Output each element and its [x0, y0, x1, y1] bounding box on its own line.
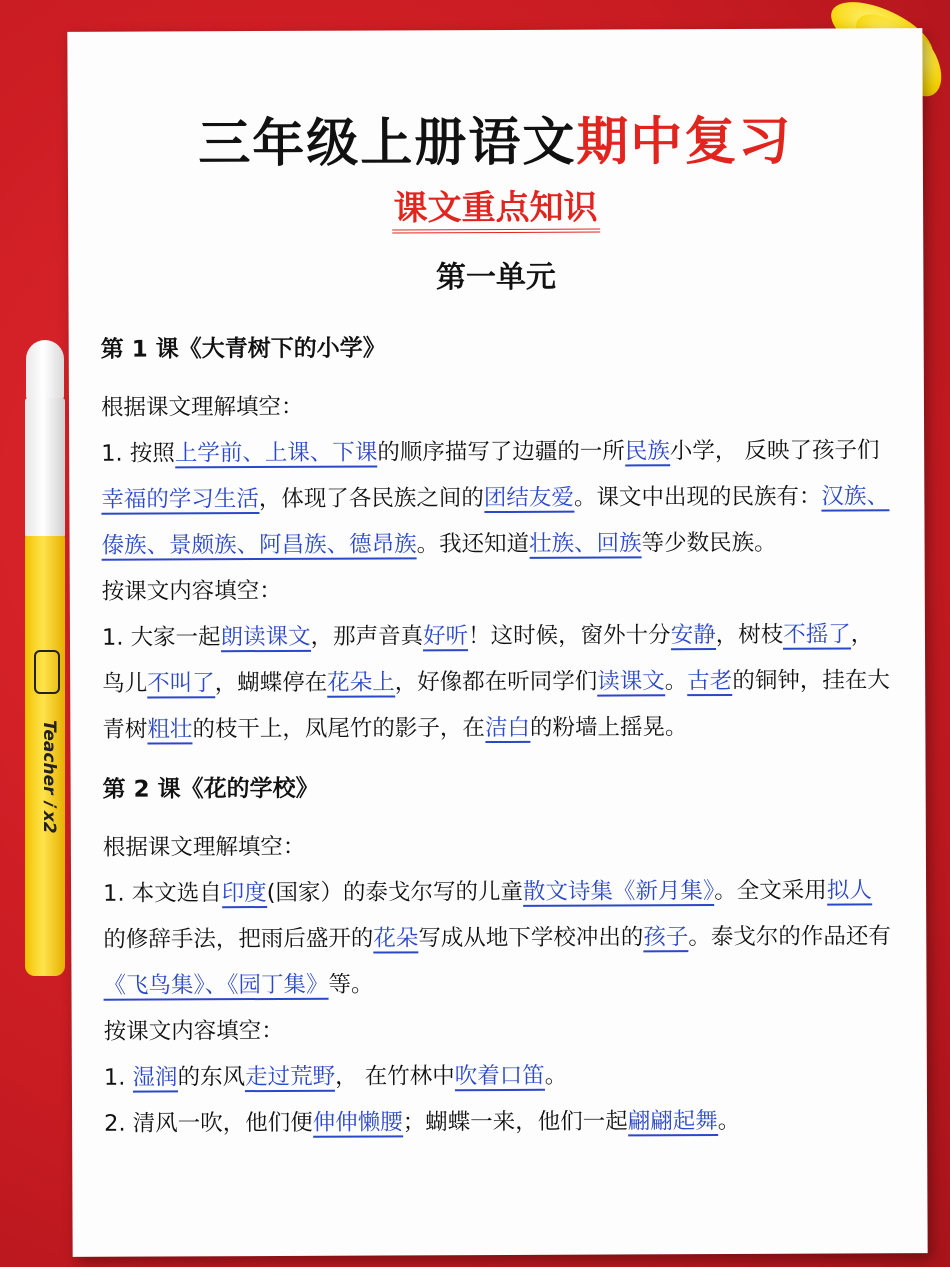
question-text: ，鸟儿 — [102, 621, 874, 697]
question-text: (国家）的泰戈尔写的儿童 — [266, 878, 524, 907]
question-text: ，好像都在听同学们 — [394, 668, 598, 696]
answer-blank: 粗壮 — [147, 716, 193, 743]
page-title — [68, 98, 923, 177]
question-text: 。泰戈尔的作品还有 — [688, 923, 891, 951]
answer-blank: 朗读课文 — [220, 623, 311, 651]
question-line — [104, 1051, 894, 1100]
lesson-title: 第 1 课《大青树下的小学》 — [100, 335, 386, 363]
answer-blank: 团结友爱 — [483, 484, 574, 512]
question-text: 写成从地下学校冲出的 — [418, 924, 644, 952]
answer-blank: 民族 — [624, 438, 670, 465]
answer-blank: 散文诗集《新月集》 — [522, 878, 715, 905]
answer-blank: 花朵上 — [327, 669, 395, 696]
answer-blank: 湿润 — [132, 1064, 178, 1091]
question-text: 。 — [664, 668, 688, 695]
answer-blank: 洁白 — [484, 714, 530, 742]
question-text: ，体现了各民族之间的 — [258, 485, 484, 513]
answer-blank: 不摇了 — [783, 621, 851, 648]
answer-blank: 孩子 — [643, 924, 689, 951]
question-text: 等。 — [328, 971, 374, 998]
answer-blank: 印度 — [221, 880, 267, 907]
pencil-brand: Teacher 𝑖 x2 — [39, 720, 59, 834]
section-heading: 按课文内容填空： — [101, 577, 282, 605]
question-text: 。我还知道 — [416, 530, 530, 558]
pencil — [22, 340, 68, 985]
answer-blank: 花朵 — [373, 925, 419, 952]
question-text: 1. 按照 — [101, 440, 175, 467]
question-text: 1. 大家一起 — [101, 624, 221, 651]
title-black: 三年级上册语文 — [198, 112, 577, 175]
page-subtitle — [68, 178, 923, 231]
answer-blank: 翩翩起舞 — [627, 1108, 718, 1135]
question-line — [104, 1097, 894, 1146]
question-text: ！这时候，窗外十分 — [468, 622, 671, 650]
answer-blank: 安静 — [670, 622, 716, 649]
question-text: 1. 本文选自 — [103, 880, 222, 907]
question-text: 的修辞手法，把雨后盛开的 — [103, 925, 374, 953]
question-text: ，那声音真 — [310, 623, 424, 650]
worksheet-content — [101, 323, 895, 1146]
glasses-face-icon — [34, 650, 60, 694]
question-text: ，蝴蝶停在 — [214, 669, 328, 697]
lesson-title: 第 2 课《花的学校》 — [102, 775, 319, 803]
question-line — [103, 867, 894, 1008]
answer-blank: 好听 — [423, 623, 469, 650]
question-text: 的顺序描写了边疆的一所 — [377, 438, 625, 466]
question-line — [102, 611, 893, 752]
section-heading: 按课文内容填空： — [103, 1017, 284, 1045]
question-text: 。课文中出现的民族有： — [573, 483, 822, 511]
question-text: 的铜钟，挂在大青树 — [102, 667, 890, 743]
answer-blank: 走过荒野 — [244, 1063, 336, 1091]
question-text: 的枝干上，凤尾竹的影子，在 — [192, 715, 485, 743]
question-line — [101, 427, 892, 568]
answer-blank: 吹着口笛 — [454, 1062, 545, 1090]
answer-blank: 汉族、傣族、景颇族、阿昌族、德昂族 — [101, 483, 890, 559]
question-text: 的粉墙上摇晃。 — [529, 714, 688, 741]
answer-blank: 壮族、回族 — [529, 530, 642, 557]
question-text: 等少数民族。 — [641, 529, 777, 557]
question-text: ，树枝 — [715, 621, 784, 649]
section-heading: 根据课文理解填空： — [102, 833, 306, 861]
question-text: 。全文采用 — [714, 877, 827, 905]
answer-blank: 读课文 — [597, 668, 665, 695]
question-text: ， 在竹林中 — [335, 1063, 455, 1090]
answer-blank: 拟人 — [826, 877, 872, 904]
answer-blank: 不叫了 — [147, 670, 215, 697]
answer-blank: 幸福的学习生活 — [101, 486, 259, 513]
section-heading: 根据课文理解填空： — [100, 393, 304, 421]
question-text: 。 — [717, 1107, 741, 1135]
question-text: 2. 清风一吹，他们便 — [104, 1109, 313, 1137]
question-text: 。 — [544, 1062, 568, 1089]
subtitle-text: 课文重点知识 — [392, 188, 600, 234]
answer-blank: 《飞鸟集》、《园丁集》 — [103, 971, 329, 999]
title-red: 期中复习 — [576, 111, 793, 173]
unit-heading: 第一单元 — [435, 259, 556, 296]
question-text: ；蝴蝶一来，他们一起 — [402, 1108, 628, 1136]
question-text: 小学， 反映了孩子们 — [669, 437, 880, 465]
answer-blank: 伸伸懒腰 — [312, 1109, 403, 1136]
answer-blank: 古老 — [687, 667, 733, 695]
question-text: 的东风 — [177, 1064, 246, 1091]
question-text: 1. — [103, 1064, 133, 1091]
answer-blank: 上学前、上课、下课 — [174, 439, 378, 467]
worksheet-paper — [67, 28, 927, 1257]
